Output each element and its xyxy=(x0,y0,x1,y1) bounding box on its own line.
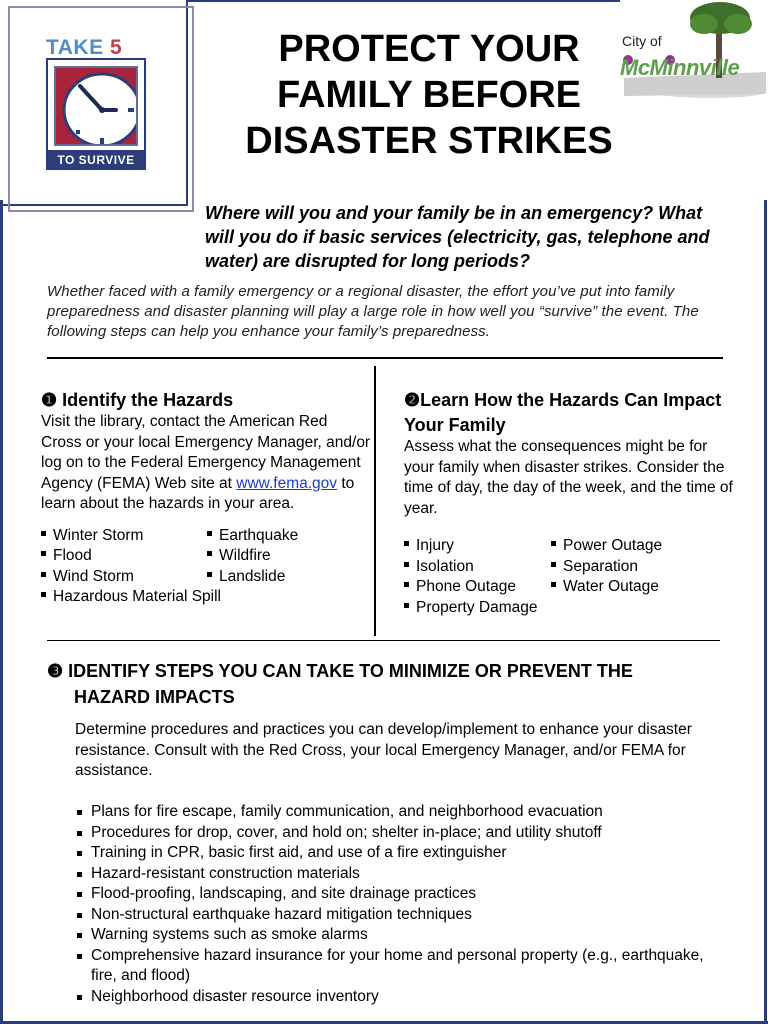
bullet-icon xyxy=(404,562,409,567)
bullet-icon xyxy=(77,892,82,897)
section2-body: Assess what the consequences might be for your family when disaster strikes. Consider the time of day, the day of the week, and the time of year. xyxy=(404,438,733,517)
bullet-icon xyxy=(404,603,409,608)
clock-icon xyxy=(56,68,136,144)
bullet-icon xyxy=(551,582,556,587)
section3-list xyxy=(75,802,715,1007)
section1-title: Identify the Hazards xyxy=(62,390,234,410)
list-item xyxy=(75,905,715,926)
section1-body xyxy=(41,412,371,515)
bullet-text: Injury xyxy=(416,537,454,554)
bullet-icon xyxy=(77,831,82,836)
section2-bullets-col2 xyxy=(551,536,662,598)
bullet-icon xyxy=(404,582,409,587)
section2-title: Learn How the Hazards Can Impact Your Family xyxy=(404,390,722,435)
divider-vertical xyxy=(374,366,376,636)
bullet-icon xyxy=(207,551,212,556)
to-survive-banner: TO SURVIVE xyxy=(46,150,146,170)
number-two-icon: ❷ xyxy=(404,390,421,410)
bullet-icon xyxy=(551,562,556,567)
page-title xyxy=(222,26,636,164)
list-item xyxy=(551,536,662,557)
bullet-text: Flood xyxy=(53,547,92,564)
section2-bullets-col1 xyxy=(404,536,551,598)
list-item xyxy=(404,598,734,619)
intro-question: Where will you and your family be in an emergency? What will you do if basic services (electricity, gas, telephone and water) are disrupted for long periods? xyxy=(205,203,710,271)
list-item-text: Plans for fire escape, family communication, and neighborhood evacuation xyxy=(91,803,603,820)
fema-link[interactable]: www.fema.gov xyxy=(236,474,338,492)
list-item-text: Training in CPR, basic first aid, and use of a fire extinguisher xyxy=(91,844,507,861)
intro-paragraph: Whether faced with a family emergency or a regional disaster, the effort you’ve put into family preparedness and disaster planning will play a large role in how well you “survive” the event. The following steps can help you enhance your family’s preparedness. xyxy=(47,283,699,340)
tree-icon xyxy=(620,0,768,100)
section2-content xyxy=(404,437,734,618)
list-item xyxy=(551,577,662,598)
section1-heading xyxy=(41,388,371,413)
bullet-text: Separation xyxy=(563,557,638,575)
list-item-text: Non-structural earthquake hazard mitigation techniques xyxy=(91,905,472,923)
bullet-text: Power Outage xyxy=(563,537,663,554)
list-item xyxy=(75,884,715,905)
bullet-icon xyxy=(77,954,82,959)
bullet-text: Landslide xyxy=(219,567,286,585)
list-item xyxy=(41,546,207,567)
section1-bullets xyxy=(41,526,371,588)
list-item-text: Flood-proofing, landscaping, and site drainage practices xyxy=(91,885,477,902)
bullet-icon xyxy=(551,541,556,546)
bullet-icon xyxy=(77,913,82,918)
list-item xyxy=(207,567,298,588)
bullet-text: Water Outage xyxy=(563,578,659,595)
section1-bullets-col2 xyxy=(207,526,298,588)
take-word: TAKE xyxy=(46,36,104,59)
city-logo xyxy=(620,0,768,100)
list-item xyxy=(75,802,715,823)
divider-top xyxy=(47,357,723,359)
section2-heading xyxy=(404,388,734,438)
five-numeral: 5 xyxy=(109,36,123,59)
city-name: McMinnville xyxy=(620,55,740,80)
bullet-icon xyxy=(77,995,82,1000)
number-three-icon: ❸ xyxy=(47,661,64,681)
number-one-icon: ❶ xyxy=(41,390,58,410)
list-item xyxy=(207,546,298,567)
list-item xyxy=(41,567,207,588)
bullet-icon xyxy=(41,551,46,556)
list-item xyxy=(75,864,715,885)
bullet-text: Phone Outage xyxy=(416,578,516,595)
bullet-icon xyxy=(77,933,82,938)
bullet-icon xyxy=(207,572,212,577)
city-of-label: City of xyxy=(622,33,662,49)
list-item xyxy=(404,536,551,557)
bullet-text: Wildfire xyxy=(219,547,271,564)
bullet-text: Winter Storm xyxy=(53,526,144,544)
section1-body-text: Visit the library, contact the American Red Cross or your local Emergency Manager, and/or log on to the Federal Emergency Management Agency (FEMA) Web site at xyxy=(41,413,371,492)
list-item xyxy=(41,526,207,547)
page-left-border xyxy=(0,200,3,1024)
bullet-text: Earthquake xyxy=(219,526,299,544)
section3-heading xyxy=(47,658,737,710)
title-line-3: DISASTER STRIKES xyxy=(245,120,613,162)
page-right-border xyxy=(764,200,767,1024)
list-item xyxy=(75,925,715,946)
list-item-text: Procedures for drop, cover, and hold on; shelter in-place; and utility shutoff xyxy=(91,823,602,841)
section1-bullets-col1 xyxy=(41,526,207,588)
section3-body: Determine procedures and practices you can develop/implement to enhance your disaster resistance. Consult with the Red Cross, your local Emergency Manager, and/or FEMA for assistance. xyxy=(75,721,692,779)
bullet-text: Hazardous Material Spill xyxy=(53,588,221,605)
section3-title-line1: IDENTIFY STEPS YOU CAN TAKE TO MINIMIZE OR PREVENT THE xyxy=(68,661,633,681)
section1-content xyxy=(41,412,371,608)
list-item xyxy=(551,557,662,578)
bullet-icon xyxy=(41,592,46,597)
list-item-text: Warning systems such as smoke alarms xyxy=(91,926,368,943)
bullet-text: Isolation xyxy=(416,557,474,575)
divider-middle xyxy=(47,640,720,641)
list-item-text: Hazard-resistant construction materials xyxy=(91,864,360,882)
list-item xyxy=(404,577,551,598)
take5-logo-text xyxy=(46,36,122,60)
section2-bullets xyxy=(404,536,734,598)
list-item xyxy=(404,557,551,578)
list-item-text: Comprehensive hazard insurance for your home and personal property (e.g., earthquake, fire, and flood) xyxy=(91,946,704,984)
list-item xyxy=(75,843,715,864)
bullet-icon xyxy=(404,541,409,546)
bullet-icon xyxy=(77,810,82,815)
list-item xyxy=(75,946,715,987)
list-item xyxy=(75,987,715,1008)
title-line-2: FAMILY BEFORE xyxy=(276,74,582,116)
list-item xyxy=(41,587,371,608)
clock-background xyxy=(54,66,138,146)
list-item xyxy=(207,526,298,547)
bullet-text: Wind Storm xyxy=(53,567,134,585)
bullet-icon xyxy=(77,851,82,856)
section3-title-line2: HAZARD IMPACTS xyxy=(74,687,235,707)
bullet-text: Property Damage xyxy=(416,598,538,616)
list-item-text: Neighborhood disaster resource inventory xyxy=(91,987,379,1005)
page-top-border xyxy=(188,0,620,2)
bullet-icon xyxy=(207,531,212,536)
section1-body-text-end: to learn about the hazards in your area. xyxy=(41,474,355,512)
list-item xyxy=(75,823,715,844)
bullet-icon xyxy=(41,572,46,577)
title-line-1: PROTECT YOUR xyxy=(278,28,580,70)
bullet-icon xyxy=(41,531,46,536)
bullet-icon xyxy=(77,872,82,877)
